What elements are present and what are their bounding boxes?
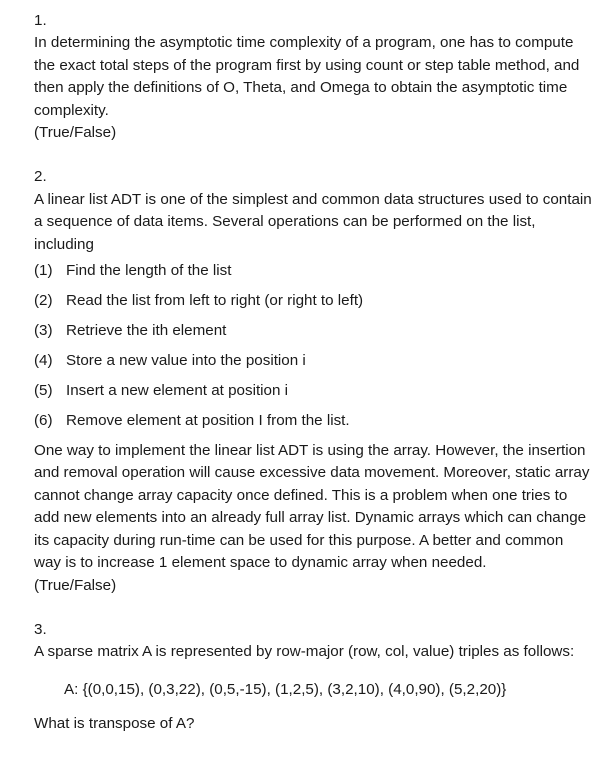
list-item (34, 320, 594, 342)
list-item-text: Remove element at position I from the list. (66, 412, 350, 430)
list-item-text: Retrieve the ith element (66, 322, 227, 340)
question-number: 1. (34, 12, 47, 29)
question-number: 3. (34, 620, 47, 638)
question-text: What is transpose of A? (34, 715, 195, 733)
list-marker: (4) (34, 352, 53, 370)
question-number: 2. (34, 168, 47, 186)
question-intro: A sparse matrix A is represented by row-major (row, col, value) triples as follows: (34, 643, 575, 661)
list-item-text: Store a new value into the position i (66, 352, 306, 370)
list-marker: (3) (34, 322, 53, 340)
list-item (34, 290, 594, 312)
list-item (34, 350, 594, 372)
question-text: In determining the asymptotic time complexity of a program, one has to compute the exact total steps of the program first by using count or step table method, and then apply the definitions of O, Theta, and Omega to obtain the asymptotic time complexity. (34, 34, 580, 119)
question-1 (34, 10, 594, 144)
question-2 (34, 166, 594, 596)
list-item-text: Read the list from left to right (or right to left) (66, 292, 364, 310)
list-item (34, 410, 594, 432)
document-body (34, 10, 594, 736)
sparse-matrix-triples: A: {(0,0,15), (0,3,22), (0,5,-15), (1,2,5), (3,2,10), (4,0,90), (5,2,20)} (64, 680, 507, 698)
spacer (34, 144, 594, 166)
list-item (34, 380, 594, 402)
question-body: One way to implement the linear list ADT is using the array. However, the insertion and removal operation will cause excessive data movement. Moreover, static array cannot change array capacity once defined. This is a problem when one tries to add new elements into an already full array list. Dynamic arrays which can change its capacity during run-time can be used for this purpose. A better and common way is to increase 1 element space to dynamic array when needed. (34, 442, 590, 572)
list-marker: (2) (34, 292, 53, 310)
list-marker: (6) (34, 412, 53, 430)
operations-list (34, 260, 594, 432)
answer-hint: (True/False) (34, 576, 117, 594)
list-marker: (1) (34, 262, 53, 280)
list-item-text: Find the length of the list (66, 262, 232, 280)
list-item (34, 260, 594, 282)
question-intro: A linear list ADT is one of the simplest and common data structures used to contain a sequence of data items. Several operations can be performed on the list, including (34, 190, 592, 253)
spacer (34, 597, 594, 619)
list-marker: (5) (34, 382, 53, 400)
question-3 (34, 619, 594, 736)
answer-hint: (True/False) (34, 124, 117, 142)
list-item-text: Insert a new element at position i (66, 382, 289, 400)
